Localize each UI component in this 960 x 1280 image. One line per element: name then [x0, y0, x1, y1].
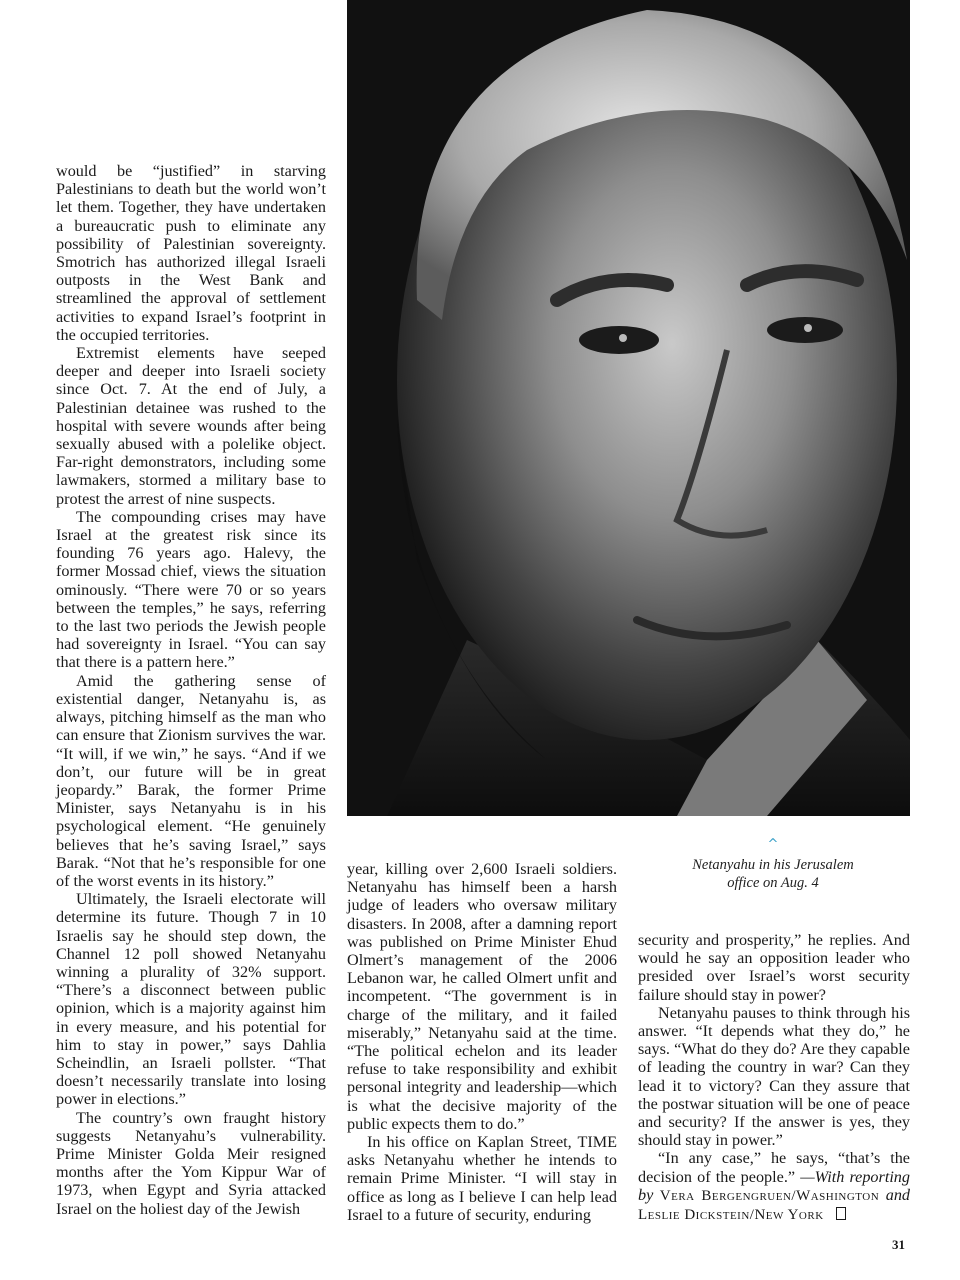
paragraph: year, killing over 2,600 Israeli soldiers. Netanyahu has himself been a harsh judge of leaders who oversaw military disasters. In 2008, after a damning report was published on Prime Minister Ehud Olmert’s management of the 2006 Lebanon war, he called Olmert unfit and incompetent. “The government is in charge of the military, and it failed miserably,” Netanyahu said at the time. “The political echelon and its leader refuse to take responsibility and exhibit personal integrity and leadership—which is what the decisive majority of the public expects them to do.”: [347, 860, 617, 1133]
paragraph: The compounding crises may have Israel at the greatest risk since its founding 76 years ago. Halevy, the former Mossad chief, views the situation ominously. “There were 70 or so years between the temples,” he says, referring to the last two periods the Jewish people had sovereignty in Israel. “You can say that there is a pattern here.”: [56, 507, 326, 672]
photo-caption: [660, 856, 886, 892]
page-number: 31: [892, 1237, 905, 1252]
portrait-photo: [347, 0, 910, 816]
article-column-2: [347, 860, 617, 1224]
credit-lead: —With reporting by: [638, 1167, 910, 1204]
closing-quote: “In any case,” he says, “that’s the decision of the people.”: [638, 1149, 910, 1186]
paragraph: The country’s own fraught history suggests Netanyahu’s vulnerability. Prime Minister Golda Meir resigned months after the Yom Kippur War of 1973, when Egypt and Syria attacked Israel on the holiest day of the Jewish: [56, 1108, 326, 1218]
paragraph: Ultimately, the Israeli electorate will determine its future. Though 7 in 10 Israelis say he should step down, the Channel 12 poll showed Netanyahu winning a plurality of 32% support. “There’s a disconnect between public opinion, which is a majority against him in every measure, and his potential for him to stay in power,” says Dahlia Scheindlin, an Israeli pollster. “That doesn’t necessarily translate into losing power in elections.”: [56, 890, 326, 1109]
caption-caret-icon: ^: [767, 837, 779, 852]
paragraph: Extremist elements have seeped deeper and deeper into Israeli society since Oct. 7. At the end of July, a Palestinian detainee was rushed to the hospital with severe wounds after being sexually abused with a polelike object. Far-right demonstrators, including some lawmakers, stormed a military base to protest the arrest of nine suspects.: [56, 344, 326, 508]
caption-line: office on Aug. 4: [727, 875, 819, 891]
paragraph: [638, 1149, 910, 1224]
article-column-1: [56, 162, 326, 1218]
paragraph: Amid the gathering sense of existential danger, Netanyahu is, as always, pitching himself as the man who can ensure that Zionism survives the war. “It will, if we win,” he says. “And if we don’t, our future will be in great jeopardy.” Barak, the former Prime Minister, says Netanyahu is in his psychological element. “He genuinely believes that he’s saving Israel,” says Barak. “Not that he’s responsible for one of the worst events in its history.”: [56, 671, 326, 890]
portrait-illustration: [347, 0, 910, 816]
credit-and: and: [885, 1185, 910, 1204]
credit-reporter: Vera Bergengruen/Washington: [659, 1187, 880, 1204]
caption-line: Netanyahu in his Jerusalem: [692, 857, 854, 873]
end-mark-icon: [836, 1207, 846, 1220]
credit-reporter: Leslie Dickstein/New York: [638, 1207, 824, 1224]
paragraph: Netanyahu pauses to think through his answer. “It depends what they do,” he says. “What do they do? Are they capable of leading the country in war? Can they lead it to victory? Can they assure that the postwar situation will be one of peace and security? If the answer is yes, they should stay in power.”: [638, 1003, 910, 1150]
article-column-3: [638, 931, 910, 1224]
paragraph: would be “justified” in starving Palestinians to death but the world won’t let them. Together, they have undertaken a bureaucratic push to eliminate any possibility of Palestinian sovereignty. Smotrich has authorized illegal Israeli outposts in the West Bank and streamlined the approval of settlement activities to expand Israel’s footprint in the occupied territories.: [56, 162, 326, 344]
paragraph: security and prosperity,” he replies. And would he say an opposition leader who presided over Israel’s worst security failure should stay in power?: [638, 931, 910, 1004]
paragraph: In his office on Kaplan Street, TIME asks Netanyahu whether he intends to remain Prime Minister. “I will stay in office as long as I believe I can help lead Israel to a future of security, enduring: [347, 1133, 617, 1224]
